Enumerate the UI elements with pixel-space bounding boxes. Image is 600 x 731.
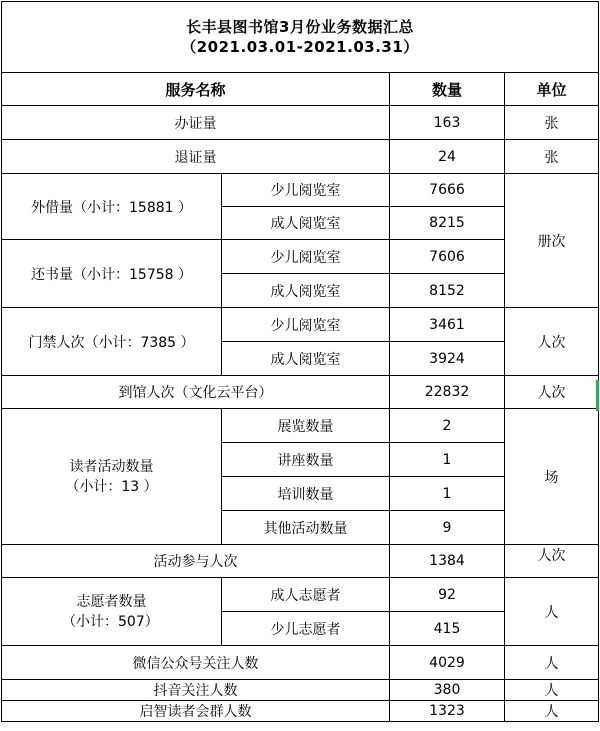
- row-label: 活动参与人次: [2, 545, 390, 578]
- sub-label: 少儿阅览室: [222, 308, 390, 342]
- activities-label: [2, 409, 222, 545]
- row-unit: 张: [505, 106, 599, 140]
- row-unit: 人次: [505, 376, 599, 409]
- table-row: [2, 106, 599, 140]
- volunteers-label: [2, 578, 222, 646]
- volunteers-label-line2: （小计：507）: [62, 613, 159, 630]
- report-title: 长丰县图书馆3月份业务数据汇总: [186, 18, 414, 36]
- row-value: 380: [390, 680, 505, 701]
- row-unit: 人: [505, 701, 599, 722]
- sub-label: 成人阅览室: [222, 207, 390, 240]
- row-value: 1323: [390, 701, 505, 722]
- activities-label-line2: （小计：13 ）: [65, 478, 158, 495]
- row-label: 办证量: [2, 106, 390, 140]
- gate-unit: 人次: [505, 308, 599, 376]
- sub-label: 成人志愿者: [222, 578, 390, 612]
- row-label: 启智读者会群人数: [2, 701, 390, 722]
- sub-value: 1: [390, 443, 505, 477]
- sub-value: 1: [390, 477, 505, 511]
- returns-label: 还书量（小计：15758 ）: [2, 240, 222, 308]
- row-unit: 人: [505, 646, 599, 680]
- sub-value: 9: [390, 511, 505, 545]
- row-label: 抖音关注人数: [2, 680, 390, 701]
- row-unit: 张: [505, 140, 599, 174]
- header-quantity: 数量: [390, 73, 505, 106]
- sub-value: 7606: [390, 240, 505, 274]
- table-row: [2, 409, 599, 443]
- row-label: 微信公众号关注人数: [2, 646, 390, 680]
- header-unit: 单位: [505, 73, 599, 106]
- sub-value: 92: [390, 578, 505, 612]
- report-period: （2021.03.01-2021.03.31）: [181, 38, 419, 56]
- table-row: [2, 376, 599, 409]
- green-edge-marker: [596, 380, 599, 411]
- row-unit: 人: [505, 680, 599, 701]
- sub-label: 讲座数量: [222, 443, 390, 477]
- borrow-label: 外借量（小计：15881 ）: [2, 174, 222, 240]
- volunteers-unit: 人: [505, 578, 599, 646]
- sub-label: 少儿阅览室: [222, 174, 390, 207]
- row-unit: 人次: [505, 545, 599, 578]
- sub-label: 展览数量: [222, 409, 390, 443]
- sub-value: 8152: [390, 274, 505, 308]
- books-unit: 册次: [505, 174, 599, 308]
- row-value: 4029: [390, 646, 505, 680]
- sub-value: 8215: [390, 207, 505, 240]
- sub-value: 415: [390, 612, 505, 646]
- sub-label: 少儿阅览室: [222, 240, 390, 274]
- table-row: [2, 308, 599, 342]
- report-table: [1, 1, 599, 722]
- sub-label: 成人阅览室: [222, 274, 390, 308]
- table-row: [2, 174, 599, 207]
- sub-value: 3461: [390, 308, 505, 342]
- sub-value: 7666: [390, 174, 505, 207]
- activities-label-line1: 读者活动数量: [69, 458, 154, 475]
- row-label: 退证量: [2, 140, 390, 174]
- row-value: 22832: [390, 376, 505, 409]
- row-value: 163: [390, 106, 505, 140]
- sub-label: 成人阅览室: [222, 342, 390, 376]
- sub-label: 少儿志愿者: [222, 612, 390, 646]
- table-row: [2, 140, 599, 174]
- sub-label: 培训数量: [222, 477, 390, 511]
- report-title-cell: [2, 2, 599, 73]
- volunteers-label-line1: 志愿者数量: [76, 593, 147, 610]
- header-service-name: 服务名称: [2, 73, 390, 106]
- row-label: 到馆人次（文化云平台）: [2, 376, 390, 409]
- sub-value: 3924: [390, 342, 505, 376]
- sub-label: 其他活动数量: [222, 511, 390, 545]
- sub-value: 2: [390, 409, 505, 443]
- table-row: [2, 646, 599, 680]
- table-row: [2, 545, 599, 578]
- gate-label: 门禁人次（小计：7385 ）: [2, 308, 222, 376]
- table-row: [2, 578, 599, 612]
- activities-unit: 场: [505, 409, 599, 545]
- table-row: [2, 680, 599, 701]
- row-value: 24: [390, 140, 505, 174]
- row-value: 1384: [390, 545, 505, 578]
- table-row: [2, 701, 599, 722]
